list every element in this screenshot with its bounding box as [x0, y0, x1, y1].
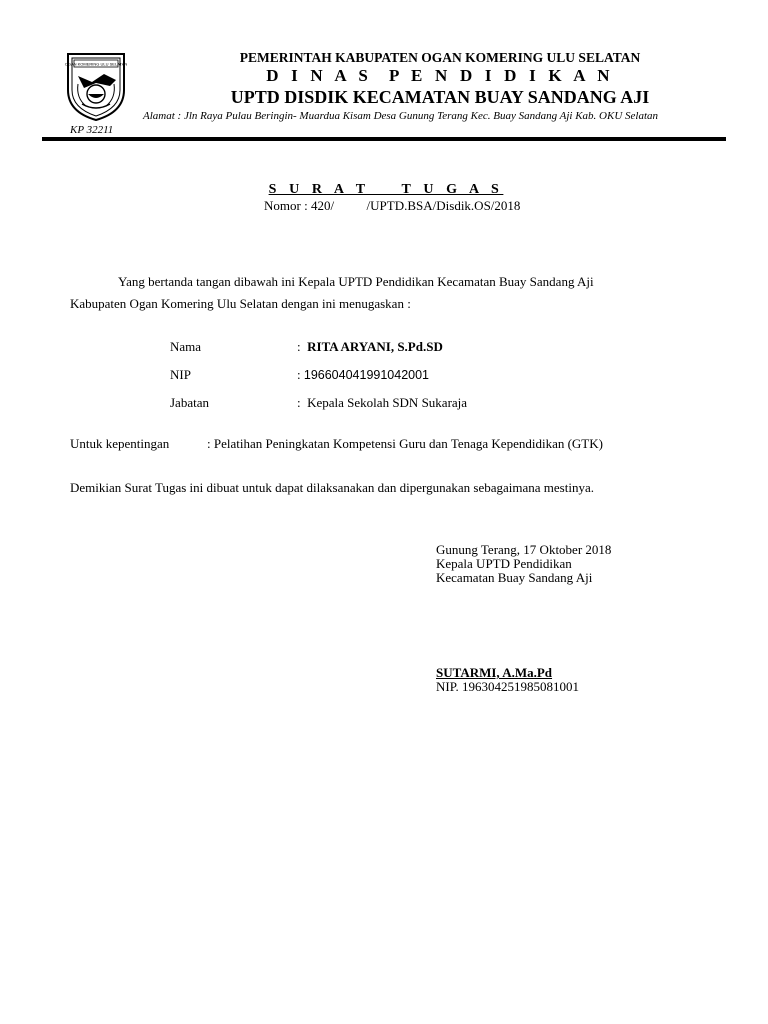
field-value-nip: 196604041991042001 [303, 368, 430, 382]
field-position [297, 395, 467, 411]
field-sep: : [297, 395, 301, 410]
signatory-name: SUTARMI, A.Ma.Pd [436, 665, 553, 680]
field-sep: : [297, 367, 301, 382]
field-name [297, 339, 443, 355]
logo-text: OGAN KOMERING ULU SELATAN [64, 61, 128, 67]
intro-line-1: Yang bertanda tangan dibawah ini Kepala UPTD Pendidikan Kecamatan Buay Sandang Aji [118, 274, 594, 289]
field-value-name: RITA ARYANI, S.Pd.SD [307, 339, 443, 354]
letterhead-agency: D I N A S P E N D I D I K A N [266, 66, 614, 85]
letterhead-government: PEMERINTAH KABUPATEN OGAN KOMERING ULU SELATAN [239, 50, 641, 65]
signature-place-date: Gunung Terang, 17 Oktober 2018 [436, 542, 612, 557]
field-label-nip: NIP [170, 367, 191, 382]
field-nip [297, 367, 429, 383]
purpose-label: Untuk kepentingan [70, 436, 170, 451]
field-value-position: Kepala Sekolah SDN Sukaraja [307, 395, 468, 410]
purpose-value: : Pelatihan Peningkatan Kompetensi Guru dan Tenaga Kependidikan (GTK) [207, 436, 603, 451]
field-label-position: Jabatan [170, 395, 209, 410]
letter-title: S U R A T T U G A S [268, 182, 504, 197]
letterhead-unit: UPTD DISDIK KECAMATAN BUAY SANDANG AJI [230, 87, 650, 107]
regency-crest-icon [64, 50, 128, 122]
signatory-nip: NIP. 196304251985081001 [436, 679, 580, 694]
letterhead-address: Alamat : Jln Raya Pulau Beringin- Muardua Kisam Desa Gunung Terang Kec. Buay Sandang Aji Kab. OKU Selatan [143, 110, 659, 122]
letterhead-divider-thick [42, 138, 726, 141]
signature-position-1: Kepala UPTD Pendidikan [436, 556, 572, 571]
field-sep: : [297, 339, 301, 354]
field-label-name: Nama [170, 339, 202, 354]
letter-number: Nomor : 420/ /UPTD.BSA/Disdik.OS/2018 [264, 198, 521, 213]
intro-line-2: Kabupaten Ogan Komering Ulu Selatan dengan ini menugaskan : [70, 296, 411, 311]
closing-statement: Demikian Surat Tugas ini dibuat untuk dapat dilaksanakan dan dipergunakan sebagaimana mestinya. [70, 480, 594, 495]
postal-code: KP 32211 [70, 124, 114, 136]
signature-position-2: Kecamatan Buay Sandang Aji [436, 570, 593, 585]
